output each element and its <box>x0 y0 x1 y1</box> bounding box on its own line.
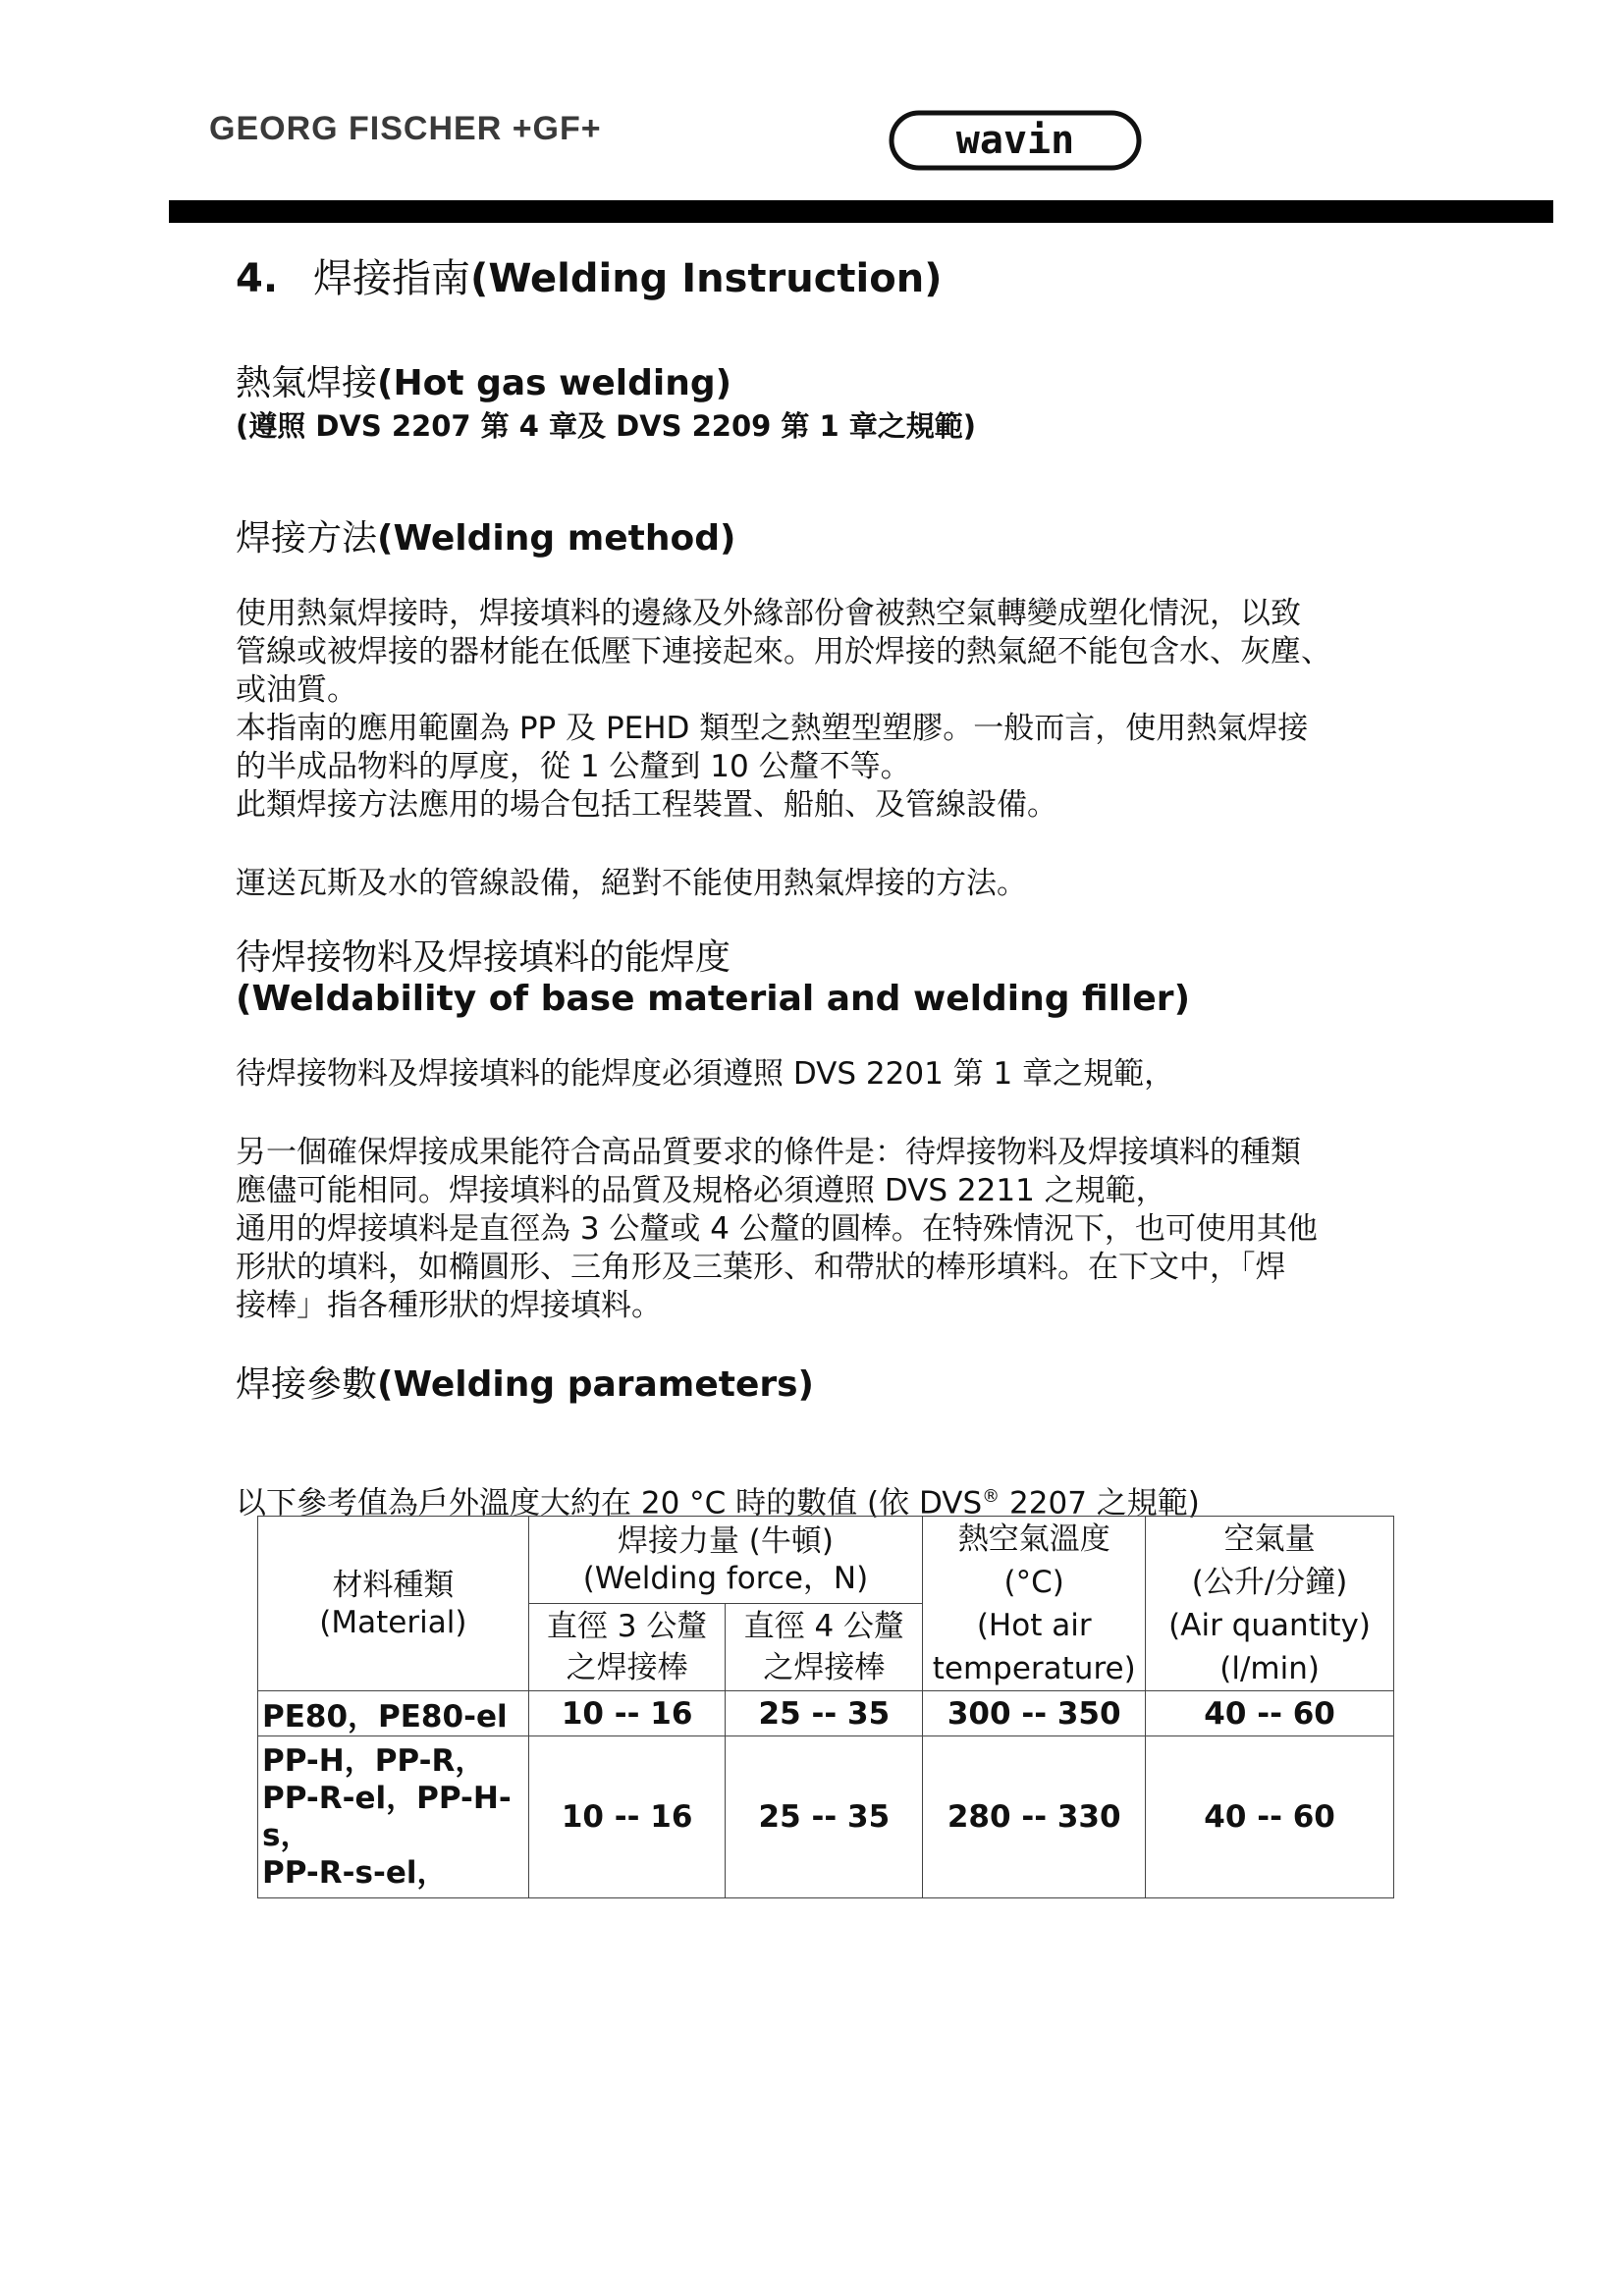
weldability-paragraph-2: 另一個確保焊接成果能符合高品質要求的條件是：待焊接物料及焊接填料的種類 應儘可能相同。焊接填料的品質及規格必須遵照 DVS 2211 之規範， 通用的焊接填料是直徑為 3 公釐或 4 公釐的圓棒。在特殊情況下，也可使用其他 形狀的填料，如橢圓形、三角形及三葉形、和帶狀的棒形填料。在下文中，「焊 接棒」指各種形狀的焊接填料。 <box>236 1135 1318 1323</box>
row-material: PP-H，PP-R， PP-R-el，PP-H- s， PP-R-s-el， <box>258 1736 529 1898</box>
table-row <box>258 1736 1394 1898</box>
row-temperature: 300 -- 350 <box>923 1691 1146 1736</box>
table-row <box>258 1691 1394 1736</box>
row-force-4mm: 25 -- 35 <box>726 1736 923 1898</box>
method-warning: 運送瓦斯及水的管線設備，絕對不能使用熱氣焊接的方法。 <box>236 866 1027 901</box>
method-heading: 焊接方法(Welding method) <box>236 518 736 559</box>
header-force: 焊接力量 (牛頓) (Welding force，N) <box>528 1517 922 1604</box>
header-force-3mm: 直徑 3 公釐 之焊接棒 <box>528 1604 726 1691</box>
header-temperature: 熱空氣溫度 (°C) (Hot air temperature) <box>923 1517 1146 1691</box>
row-temperature: 280 -- 330 <box>923 1736 1146 1898</box>
row-air: 40 -- 60 <box>1146 1736 1394 1898</box>
weldability-heading: 待焊接物料及焊接填料的能焊度 (Weldability of base material and welding filler) <box>236 937 1191 1019</box>
row-material: PE80，PE80-el <box>258 1691 529 1736</box>
row-force-3mm: 10 -- 16 <box>528 1736 726 1898</box>
wavin-logo <box>889 110 1142 171</box>
header-force-4mm: 直徑 4 公釐 之焊接棒 <box>726 1604 923 1691</box>
header-air: 空氣量 (公升/分鐘) (Air quantity) (l/min) <box>1146 1517 1394 1691</box>
company-name: GEORG FISCHER +GF+ <box>209 110 602 147</box>
hot-gas-reference: (遵照 DVS 2207 第 4 章及 DVS 2209 第 1 章之規範) <box>236 409 977 443</box>
welding-parameters-table <box>257 1516 1394 1898</box>
hot-gas-heading: 熱氣焊接(Hot gas welding) <box>236 363 732 403</box>
section-title: 4. 焊接指南(Welding Instruction) <box>236 256 943 301</box>
row-air: 40 -- 60 <box>1146 1691 1394 1736</box>
method-paragraph: 使用熱氣焊接時，焊接填料的邊緣及外緣部份會被熱空氣轉變成塑化情況，以致 管線或被焊接的器材能在低壓下連接起來。用於焊接的熱氣絕不能包含水、灰塵、 或油質。 本指南的應用範圍為 PP 及 PEHD 類型之熱塑型塑膠。一般而言，使用熱氣焊接 的半成品物料的厚度，從 1 公釐到 10 公釐不等。 此類焊接方法應用的場合包括工程裝置、船舶、及管線設備。 <box>236 596 1331 823</box>
header-material: 材料種類 (Material) <box>258 1517 529 1691</box>
row-force-4mm: 25 -- 35 <box>726 1691 923 1736</box>
logo-text: wavin <box>955 118 1075 163</box>
parameters-intro: 以下參考值為戶外溫度大約在 20 °C 時的數值 (依 DVS® 2207 之規範) <box>236 1485 1200 1522</box>
parameters-heading: 焊接參數(Welding parameters) <box>236 1364 814 1405</box>
header-rule <box>169 200 1553 223</box>
row-force-3mm: 10 -- 16 <box>528 1691 726 1736</box>
weldability-paragraph-1: 待焊接物料及焊接填料的能焊度必須遵照 DVS 2201 第 1 章之規範， <box>236 1056 1175 1092</box>
